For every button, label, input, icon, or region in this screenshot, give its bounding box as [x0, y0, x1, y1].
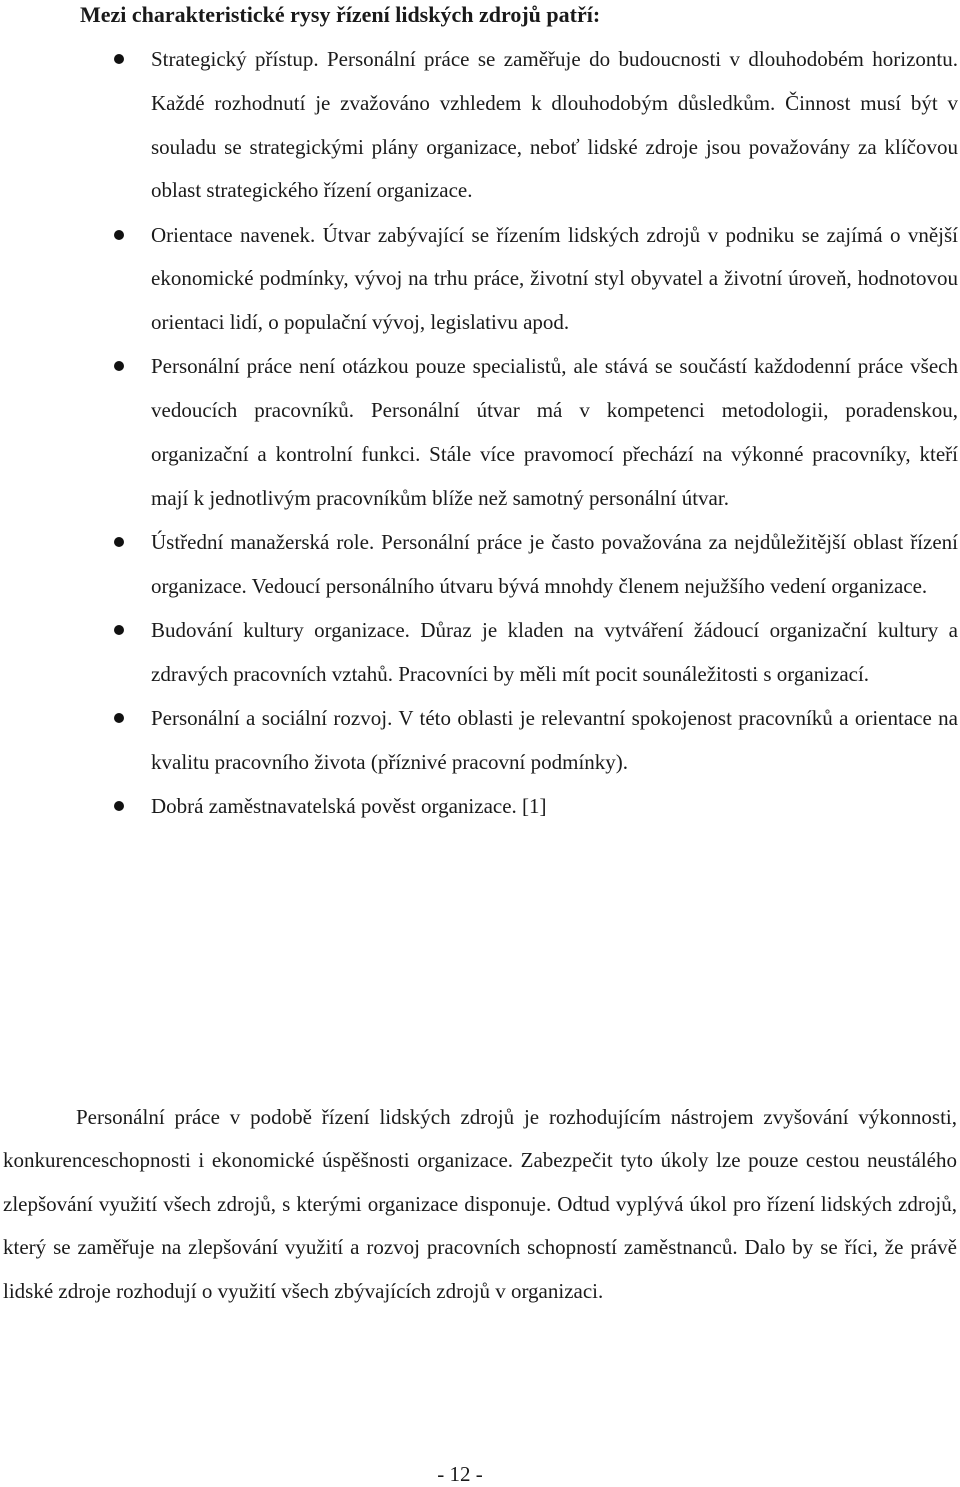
bullet-icon: [114, 713, 124, 723]
bullet-icon: [114, 361, 124, 371]
list-item: [0, 214, 960, 345]
list-item-lead: Ústřední manažerská role.: [151, 529, 375, 554]
list-item: [0, 785, 960, 829]
section-heading: Mezi charakteristické rysy řízení lidských zdrojů patří:: [80, 2, 601, 27]
list-item-text: Personální práce se zaměřuje do budoucnosti v dlouhodobém horizontu. Každé rozhodnutí je zvažováno vzhledem k dlouhodobým důsledkům. Činnost musí být v souladu se strategickými plány organizace, neboť lidské zdroje jsou považovány za klíčovou oblast strategického řízení organizace.: [151, 47, 958, 203]
list-item-text: Důraz je kladen na vytváření žádoucí organizační kultury a zdravých pracovních vztahů. Pracovníci by měli mít pocit sounáležitosti s organizací.: [151, 617, 958, 686]
bullet-icon: [114, 54, 124, 64]
list-item-lead: Strategický přístup.: [151, 47, 319, 71]
bullet-icon: [114, 537, 124, 547]
list-item: [0, 521, 960, 609]
characteristics-list: [0, 38, 960, 829]
list-item-text: Útvar zabývající se řízením lidských zdrojů v podniku se zajímá o vnější ekonomické podmínky, vývoj na trhu práce, životní styl obyvatel a životní úroveň, hodnotovou orientaci lidí, o populační vývoj, legislativu apod.: [151, 222, 959, 335]
list-item-lead: Orientace navenek.: [151, 222, 316, 247]
list-item: [0, 38, 960, 213]
bullet-icon: [114, 230, 124, 240]
list-item: [0, 697, 960, 785]
list-item-text: V této oblasti je relevantní spokojenost pracovníků a orientace na kvalitu pracovního života (příznivé pracovní podmínky).: [151, 705, 958, 774]
list-item: [0, 345, 960, 520]
list-item-lead: Dobrá zaměstnavatelská pověst organizace. [1]: [151, 793, 547, 818]
body-paragraph: Personální práce v podobě řízení lidských zdrojů je rozhodujícím nástrojem zvyšování výkonnosti, konkurenceschopnosti i ekonomické úspěšnosti organizace. Zabezpečit tyto úkoly lze pouze cestou neustálého zlepšování využití všech zdrojů, s kterými organizace disponuje. Odtud vyplývá úkol pro řízení lidských zdrojů, který se zaměřuje na zlepšování využití a rozvoj pracovních schopností zaměstnanců. Dalo by se říci, že právě lidské zdroje rozhodují o využití všech zbývajících zdrojů v organizaci.: [3, 1105, 957, 1303]
list-item-text: Personální útvar má v kompetenci metodologii, poradenskou, organizační a kontrolní funkci. Stále více pravomocí přechází na výkonné pracovníky, kteří mají k jednotlivým pracovníkům blíže než samotný personální útvar.: [151, 398, 958, 510]
list-item-text: Personální práce je často považována za nejdůležitější oblast řízení organizace. Vedoucí personálního útvaru bývá mnohdy členem nejužšího vedení organizace.: [151, 529, 958, 598]
bullet-icon: [114, 625, 124, 635]
list-item-lead: Personální a sociální rozvoj.: [151, 705, 393, 730]
list-item-lead: Personální práce není otázkou pouze specialistů, ale stává se součástí každodenní práce všech vedoucích pracovníků.: [151, 354, 958, 423]
bullet-icon: [114, 801, 124, 811]
list-item: [0, 609, 960, 697]
list-item-lead: Budování kultury organizace.: [151, 617, 410, 642]
page-number: - 12 -: [437, 1462, 483, 1486]
